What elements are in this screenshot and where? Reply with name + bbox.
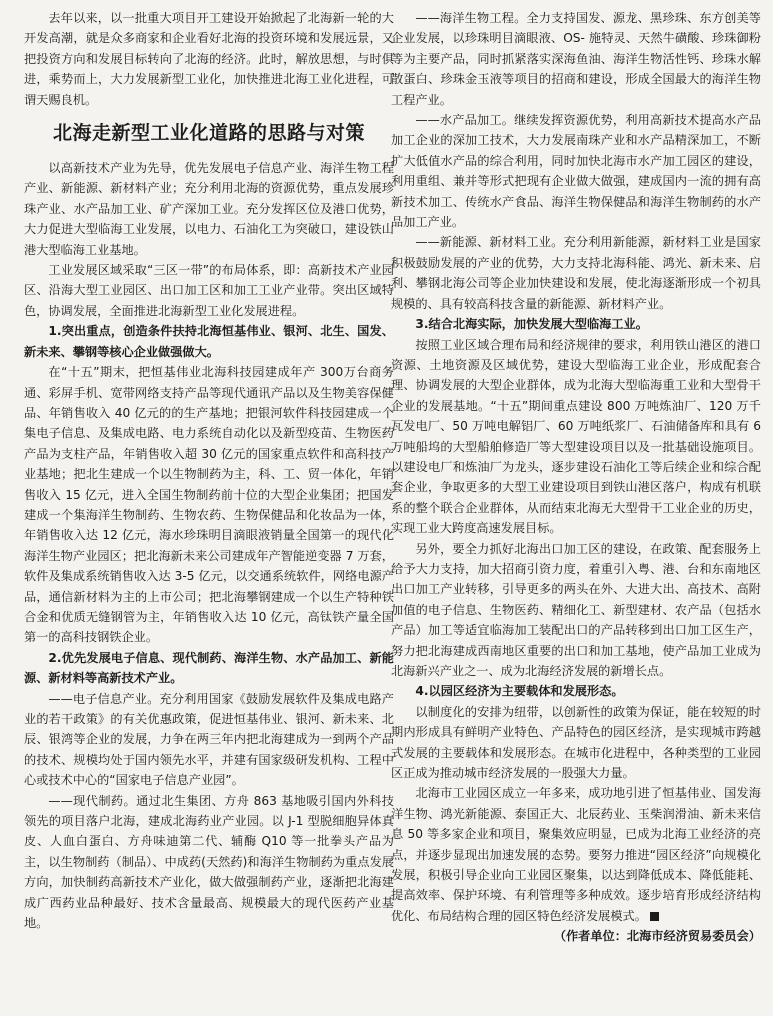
paragraph-electronics: ——电子信息产业。充分利用国家《鼓励发展软件及集成电路产业的若干政策》的有关优惠政策，促进恒基伟业、银河、新未来、北辰、银湾等企业的发展，力争在两三年内把北海建成为一到两个产品的技术、规模均处于国内领先水平，并建有国家级研发机构、工程中心或技术中心的“国家电子信息产业园”。	[24, 691, 394, 788]
paragraph-industrial-park-text: 北海市工业园区成立一年多来，成功地引进了恒基伟业、国发海洋生物、鸿光新能源、泰国正大、北辰药业、玉柴润滑油、新未来信息 50 等多家企业和项目，聚集效应明显，已成为北海工业经济的亮点，并逐步显现出加速发展的态势。要努力推进“园区经济”向规模化发展，积极引导企业向工业园区聚集，以达到降低成本、降低能耗、提高效率、保护环境、有利管理等多种成效。逐步培育形成经济结构优化、布局结构合理的园区特色经济发展模式。	[391, 786, 761, 923]
article-title: 北海走新型工业化道路的思路与对策	[52, 122, 365, 145]
paragraph-pharma: ——现代制药。通过北生集团、方舟 863 基地吸引国内外科技领先的项目落户北海，建成北海药业产业园。以 J-1 型脱细胞异体真皮、人血白蛋白、方舟味迪第二代、辅酶 Q10 等一批拳头产品为主，以生物制药（制品）、中成药(天然药)和海洋生物制药为重点发展方向，加快制药高新技术产业化，做大做强制药产业，逐渐把北海建成广西药业品种最好、技术含量最高、规模最大的现代医药产业基地。	[24, 793, 394, 931]
paragraph-strategy: 以高新技术产业为先导，优先发展电子信息产业、海洋生物工程产业、新能源、新材料产业；充分利用北海的资源优势，重点发展珍珠产业、水产品加工业、矿产深加工业。充分发挥区位及港口优势，大力促进大型临海工业发展，以电力、石油化工为突破口，建设铁山港大型临海工业基地。	[24, 161, 394, 257]
paragraph-aquatic: ——水产品加工。继续发挥资源优势，利用高新技术提高水产品加工企业的深加工技术，大力发展南珠产业和水产品精深加工，不断扩大低值水产品的综合利用，同时加快北海市水产加工园区的建设，利用重组、兼并等形式把现有企业做大做强，建成国内一流的拥有高新技术加工、传统水产食品、海洋生物保健品和海洋生物制药的水产品加工产业。	[391, 113, 761, 230]
subheading-3: 3.结合北海实际，加快发展大型临海工业。	[415, 317, 648, 332]
subheading-4: 4.以园区经济为主要载体和发展形态。	[415, 684, 624, 699]
paragraph-new-energy: ——新能源、新材料工业。充分利用新能源，新材料工业是国家积极鼓励发展的产业的优势，大力支持北海科能、鸿光、新未来、启利、攀钢北海公司等企业加快建设和发展，使北海逐渐形成一个初具规模的、具有较高科技含量的新能源、新材料产业。	[391, 235, 761, 311]
author-affiliation: （作者单位：北海市经济贸易委员会）	[553, 929, 761, 944]
end-mark	[650, 912, 659, 921]
subheading-2: 2.优先发展电子信息、现代制药、海洋生物、水产品加工、新能源、新材料等高新技术产业。	[24, 650, 394, 686]
paragraph-core-enterprises: 在“十五”期末，把恒基伟业北海科技园建成年产 300万台商务通、彩屏手机、宽带网络支持产品等现代通讯产品以及生物美容保健品、年销售收入 40 亿元的的生产基地；把银河软件科技园建成一个集电子信息、及集成电路、电力系统自动化以及新型疫苗、生物医药产品为支柱产品，年销售收入超 30 亿元的国家重点软件和高科技产业基地；把北生建成一个以生物制药为主，科、工、贸一体化，年销售收入 15 亿元，进入全国生物制药前十位的大型企业集团；把国发建成一个集海洋生物制药、生物农药、生物保健品和化妆品为一体，年销售收入达 12 亿元，海水珍珠明目滴眼液销量全国第一的现代化海洋生物产业园区；把北海新未来公司建成年产智能逆变器 7 万套，软件及集成系统销售收入达 3-5 亿元，以交通系统软件，网络电源产品，通信新材料为主的上市公司；把北海攀钢建成一个以生产特种铁合金和优质无缝钢管为主，年销售收入达 10 亿元，高钛铁产量全国第一的高科技钢铁企业。	[24, 365, 394, 645]
intro-paragraph: 去年以来，以一批重大项目开工建设开始掀起了北海新一轮的大开发高潮，就是众多商家和企业看好北海的投资环境和发展远景，又把投资方向和发展目标转向了北海的经济。此时，解放思想，与时俱进，乘势而上，大力发展新型工业化，加快推进北海工业化进程，可谓天赐良机。	[24, 11, 394, 107]
paragraph-park-economy: 以制度化的安排为纽带，以创新性的政策为保证，能在较短的时期内形成具有鲜明产业特色、产品特色的园区经济，是实现城市跨越式发展的主要载体和发展形态。在城市化进程中，各种类型的工业园区正成为推动城市经济发展的一股强大力量。	[391, 704, 761, 781]
right-column	[391, 8, 761, 947]
paragraph-industrial-park	[391, 783, 761, 926]
paragraph-coastal-industry: 按照工业区域合理布局和经济规律的要求，利用铁山港区的港口资源、土地资源及区域优势，建设大型临海工业企业，形成配套合理、协调发展的大型企业群体，成为北海大型临海重工业和大型骨干企业的发展基地。“十五”期间重点建设 800 万吨炼油厂、120 万千瓦发电厂、50 万吨电解铝厂、60 万吨纸浆厂、石油储备库和具有 6 万吨船坞的大型船舶修造厂等大型建设项目以及一批基础设施项目。以建设电厂和炼油厂为龙头，逐步建设石油化工等后续企业和综合配套企业，争取更多的大型工业建设项目到铁山港区落户，构成有机联系的整个联合企业群体，从而结束北海无大型骨干工业企业的历史，实现工业大跨度高速发展目标。	[391, 337, 761, 536]
paragraph-export-zone: 另外，要全力抓好北海出口加工区的建设，在政策、配套服务上给予大力支持，加大招商引资力度，着重引入粤、港、台和东南地区出口加工产业转移，引导更多的两头在外、大进大出、高技术、高附加值的电子信息、生物医药、精细化工、新型建材、农产品（包括水产品）加工等适宜临海加工装配出口的产品转移到出口加工区生产，努力把北海建成西南地区重要的出口和加工基地，使产品加工业成为北海新兴产业之一、成为北海经济发展的新增长点。	[391, 541, 761, 678]
subheading-1: 1.突出重点，创造条件扶持北海恒基伟业、银河、北生、国发、新未来、攀钢等核心企业做强做大。	[24, 324, 394, 359]
left-column	[24, 8, 394, 933]
paragraph-marine-bio: ——海洋生物工程。全力支持国发、源龙、黑珍珠、东方创美等企业发展，以珍珠明目滴眼液、OS- 施特灵、天然牛磺酸、珍珠御粉等为主要产品，同时抓紧落实深海鱼油、海洋生物活性钙、珍珠水解散蛋白、珍珠金玉液等项目的招商和建设，形成全国最大的海洋生物工程产业。	[391, 11, 761, 107]
paragraph-layout: 工业发展区域采取“三区一带”的布局体系，即：高新技术产业园区、沿海大型工业园区、出口加工区和加工工业产业带。突出区域特色，协调发展，全面推进北海新型工业化发展进程。	[24, 263, 394, 318]
